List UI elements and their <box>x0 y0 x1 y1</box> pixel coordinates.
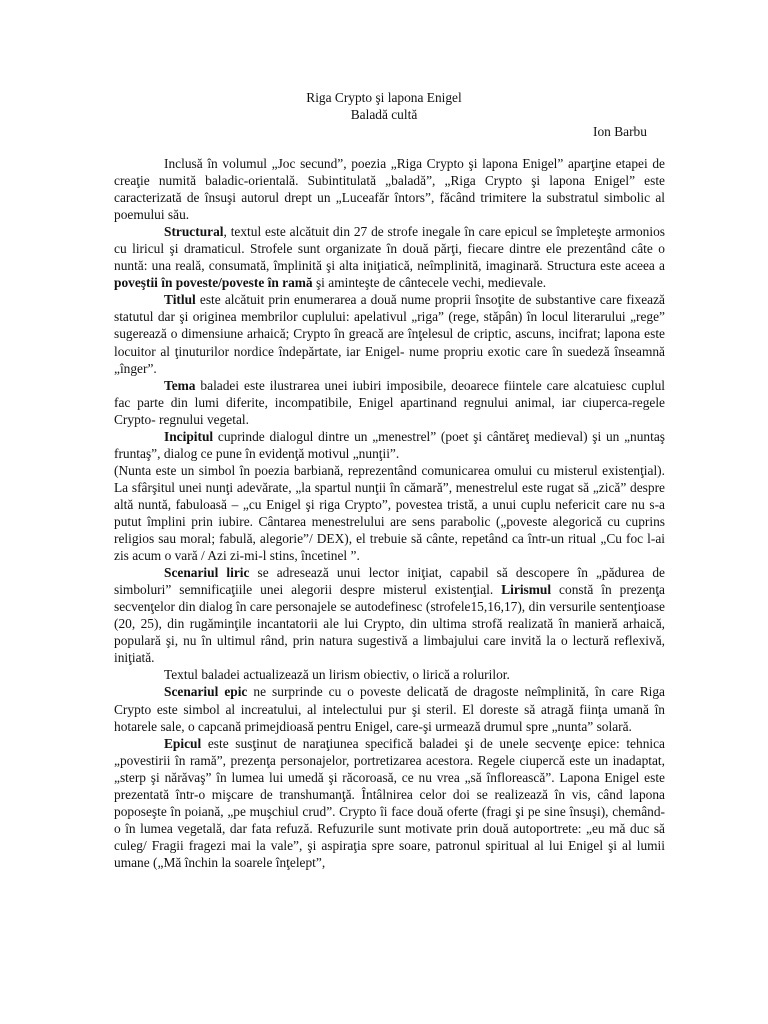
text-run: constă în prezenţa secvenţelor din dialog în care personajele se autodefinesc (strofele15,16,17), din versurile sentenţioase (20, 25), din rugăminţile incantatorii ale lui Crypto, din ultima strofă realizată în manieră arhaică, populară şi, nu în ultimul rând, prin natura sugestivă a limbajului care invită la o lectură reflexivă, iniţiată. <box>114 582 665 666</box>
paragraph <box>114 735 665 871</box>
document-title: Riga Crypto şi lapona Enigel <box>306 90 462 105</box>
paragraph <box>114 683 665 734</box>
text-run: se adresează unui lector iniţiat, capabil să descopere în „pădurea de simboluri” semnificaţiile unei alegorii despre misterul existenţial. <box>114 565 665 598</box>
paragraph <box>114 223 665 291</box>
document-body <box>114 155 665 871</box>
paragraph <box>114 428 665 462</box>
text-run: (Nunta este un simbol în poezia barbiană, reprezentând comunicarea omului cu misterul existenţial). La sfârşitul unei nunţi adevărate, „la spartul nunţii în cămară”, menestrelul este rugat să „zică” despre altă nuntă, fabuloasă – „cu Enigel şi riga Crypto”, povestea tristă, a unui cuplu nefericit care nu s-a putut împlini prin iubire. Cântarea menestrelului are sens parabolic („poveste alegorică cu cuprins religios sau moral; fabulă, alegorie”/ DEX), el trebuie să cânte, repetând ca într-un ritual „Cu foc l-ai zis acum o vară / Azi zi-mi-l stins, încetinel ”. <box>114 462 665 564</box>
paragraph <box>114 377 665 428</box>
text-run: , textul este alcătuit din 27 de strofe inegale în care epicul se împleteşte armonios cu liricul şi dramaticul. Strofele sunt organizate în două părţi, fiecare dintre ele prezentând câte o nuntă: una reală, consumată, împlinită şi alta iniţiatică, neîmplinită, imaginară. Structura este aceea a <box>114 224 665 274</box>
bold-term: Incipitul <box>164 428 214 444</box>
text-run: Textul baladei actualizează un lirism obiectiv, o lirică a rolurilor. <box>164 667 510 683</box>
text-run: este susţinut de naraţiunea specifică baladei şi de unele secvenţe epice: tehnica „povestirii în ramă”, prezenţa personajelor, portretizarea acestora. Regele ciupercă este un inadaptat, „sterp şi nărăvaş” în lumea lui umedă şi răcoroasă, ce nu vrea „să înflorească”. Lapona Enigel este prezentată într-o mişcare de transhumanţă. Întâlnirea celor doi se realizează în vis, când lapona poposeşte în poiană, „pe muşchiul crud”. Crypto îi face două oferte (fragi şi pe sine însuşi), chemând-o în lumea vegetală, dar fata refuză. Refuzurile sunt motivate prin două autoportrete: „eu mă duc să culeg/ Fragii fragezi mai la vale”, şi aspiraţia spre soare, patronul spiritual al lui Enigel şi al lumii umane („Mă închin la soarele înţelept”, <box>114 735 665 870</box>
bold-term: poveştii în poveste/poveste în ramă <box>114 275 313 291</box>
paragraph <box>114 155 665 223</box>
text-run: cuprinde dialogul dintre un „menestrel” (poet şi cântăreţ medieval) şi un „nuntaş fruntaş”, dialog ce pune în evidenţă motivul „nunţii”. <box>114 428 665 461</box>
text-run: Inclusă în volumul „Joc secund”, poezia „Riga Crypto şi lapona Enigel” aparţine etapei de creaţie numită baladic-orientală. Subintitulată „baladă”, „Riga Crypto şi lapona Enigel” este caracterizată de însuşi autorul drept un „Luceafăr întors”, făcând trimitere la substratul simbolic al poemului său. <box>114 156 665 223</box>
paragraph <box>114 564 665 666</box>
text-run: baladei este ilustrarea unei iubiri imposibile, deoarece fiintele care alcatuiesc cuplul fac parte din lumi diferite, incompatibile, Enigel apartinand regnului animal, iar ciuperca-regele Crypto- regnului vegetal. <box>114 377 665 427</box>
bold-term: Scenariul epic <box>164 684 248 700</box>
document-subtitle: Baladă cultă <box>350 107 418 122</box>
bold-term: Titlul <box>164 292 196 308</box>
bold-term: Tema <box>164 377 196 393</box>
paragraph <box>114 462 665 564</box>
paragraph <box>114 666 665 683</box>
bold-term: Structural <box>164 224 224 240</box>
paragraph <box>114 291 665 376</box>
bold-term: Epicul <box>164 735 202 751</box>
text-run: şi aminteşte de cântecele vechi, medievale. <box>312 275 547 291</box>
text-run: este alcătuit prin enumerarea a două nume proprii însoţite de substantive care fixează statutul dar şi originea membrilor cuplului: apelativul „riga” (rege, stăpân) în locul literarului „rege” sugerează o dimensiune arhaică; Crypto în greacă are înţelesul de criptic, ascuns, incifrat; lapona este locuitor al ţinuturilor nordice îndepărtate, iar Enigel- nume propriu exotic care în suedeză înseamnă „înger”. <box>114 292 665 376</box>
document-author: Ion Barbu <box>593 124 647 139</box>
bold-term: Lirismul <box>501 582 552 598</box>
bold-term: Scenariul liric <box>164 565 250 581</box>
text-run: ne surprinde cu o poveste delicată de dragoste neîmplinită, în care Riga Crypto este simbol al increatului, al intelectului pur şi steril. El doreste să atragă fiinţa umană în hotarele sale, o capcană primejdioasă pentru Enigel, care-şi urmează drumul spre „nunta” solară. <box>114 684 665 734</box>
